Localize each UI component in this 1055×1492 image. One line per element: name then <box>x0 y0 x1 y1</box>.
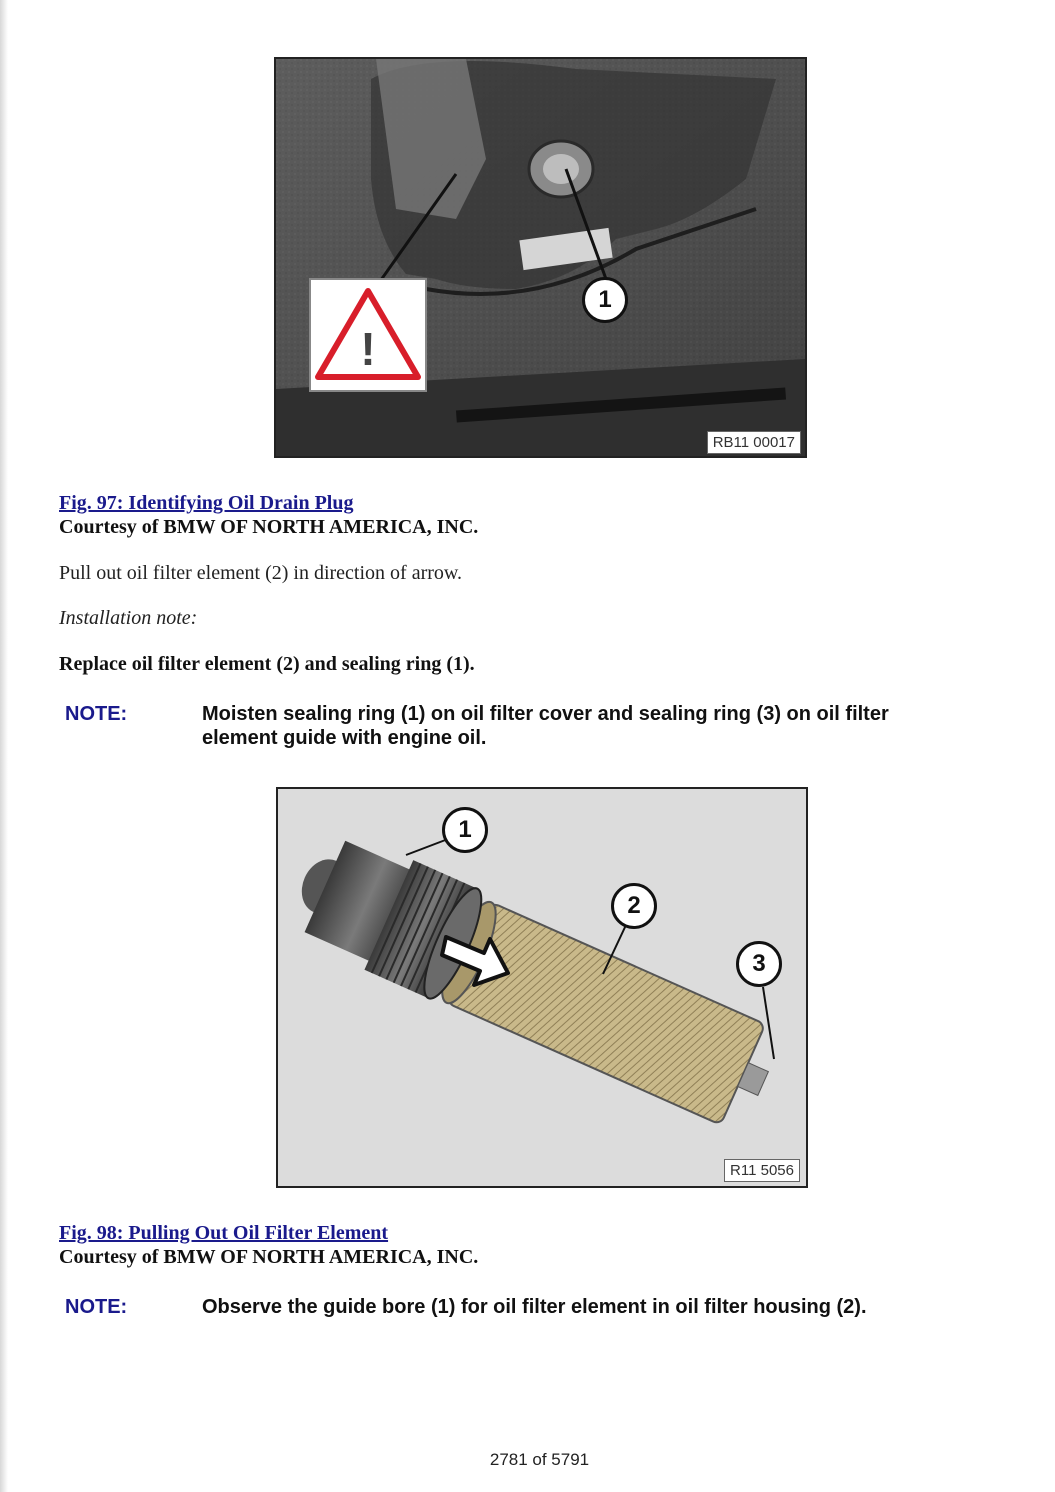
callout-2: 2 <box>611 883 657 929</box>
callout-3: 3 <box>736 941 782 987</box>
figure-code: R11 5056 <box>724 1159 800 1182</box>
figure-97-courtesy: Courtesy of BMW OF NORTH AMERICA, INC. <box>59 516 479 538</box>
step-text: Pull out oil filter element (2) in direction of arrow. <box>59 562 463 584</box>
page-number: 2781 of 5791 <box>489 1450 590 1469</box>
oil-drain-plug-photo <box>276 59 805 456</box>
note-1-label: NOTE: <box>65 703 128 725</box>
figure-98-title-link[interactable]: Fig. 98: Pulling Out Oil Filter Element <box>59 1222 389 1244</box>
note-2-text: Observe the guide bore (1) for oil filter element in oil filter housing (2). <box>202 1296 867 1318</box>
figure-98-courtesy: Courtesy of BMW OF NORTH AMERICA, INC. <box>59 1246 479 1268</box>
replace-instruction: Replace oil filter element (2) and sealing ring (1). <box>59 653 475 675</box>
warning-symbol: ! <box>360 323 376 375</box>
page-edge-shadow <box>0 0 8 1492</box>
figure-oil-filter-element <box>276 787 808 1188</box>
oil-filter-element-photo <box>278 789 806 1186</box>
figure-oil-drain-plug <box>274 57 807 458</box>
figure-code: RB11 00017 <box>707 431 801 454</box>
callout-1: 1 <box>442 807 488 853</box>
installation-note-label: Installation note: <box>59 607 198 629</box>
figure-97-title-link[interactable]: Fig. 97: Identifying Oil Drain Plug <box>59 492 354 514</box>
note-2-label: NOTE: <box>65 1296 128 1318</box>
note-1-text: Moisten sealing ring (1) on oil filter cover and sealing ring (3) on oil filter element guide with engine oil. <box>202 703 889 749</box>
callout-1: 1 <box>582 277 628 323</box>
